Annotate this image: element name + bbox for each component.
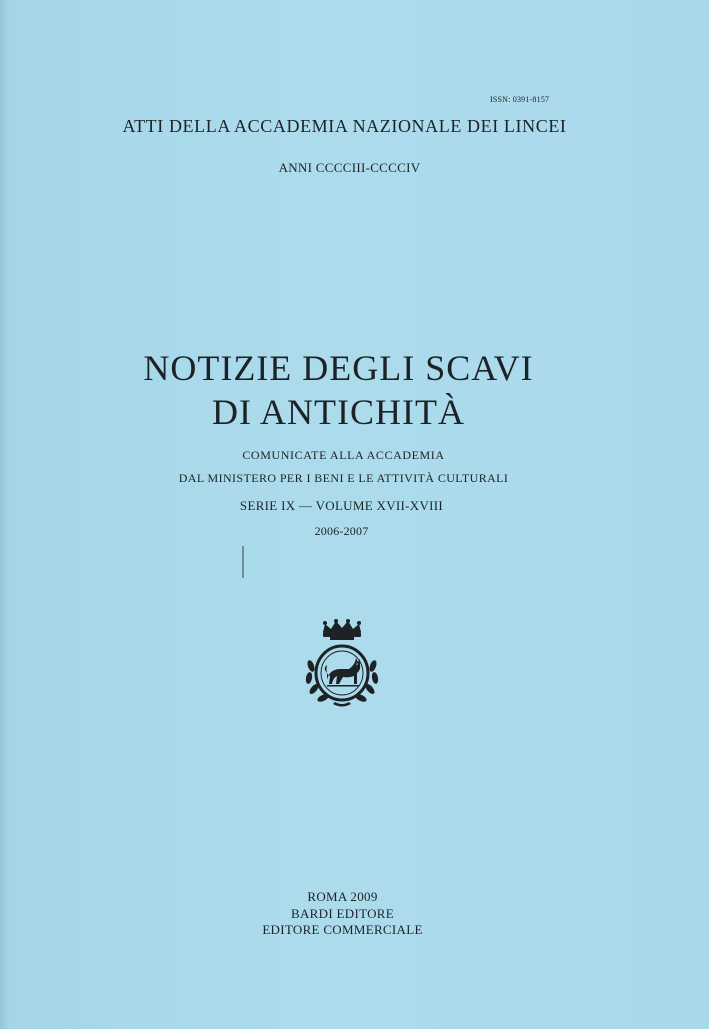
academy-emblem-lynx-icon xyxy=(303,618,381,710)
subtitle-line-1: COMUNICATE ALLA ACCADEMIA xyxy=(242,448,445,462)
series-volume: SERIE IX — VOLUME XVII-XVIII xyxy=(239,498,444,513)
pencil-mark xyxy=(242,546,244,578)
main-title-line-2: DI ANTICHITÀ xyxy=(212,392,465,432)
series-header: ATTI DELLA ACCADEMIA NAZIONALE DEI LINCEI xyxy=(122,116,567,136)
main-title-line-1: NOTIZIE DEGLI SCAVI xyxy=(143,348,534,388)
subtitle-line-2: DAL MINISTERO PER I BENI E LE ATTIVITÀ CULTURALI xyxy=(178,471,509,485)
volume-years: 2006-2007 xyxy=(314,524,369,538)
academy-years: ANNI CCCCIII-CCCCIV xyxy=(278,160,421,175)
cover-edge-shadow xyxy=(0,0,10,1029)
publication-place-year: ROMA 2009 xyxy=(307,889,378,904)
issn-number: ISSN: 0391-8157 xyxy=(490,95,550,104)
publisher-role: EDITORE COMMERCIALE xyxy=(262,922,423,937)
publisher-name: BARDI EDITORE xyxy=(291,906,394,921)
